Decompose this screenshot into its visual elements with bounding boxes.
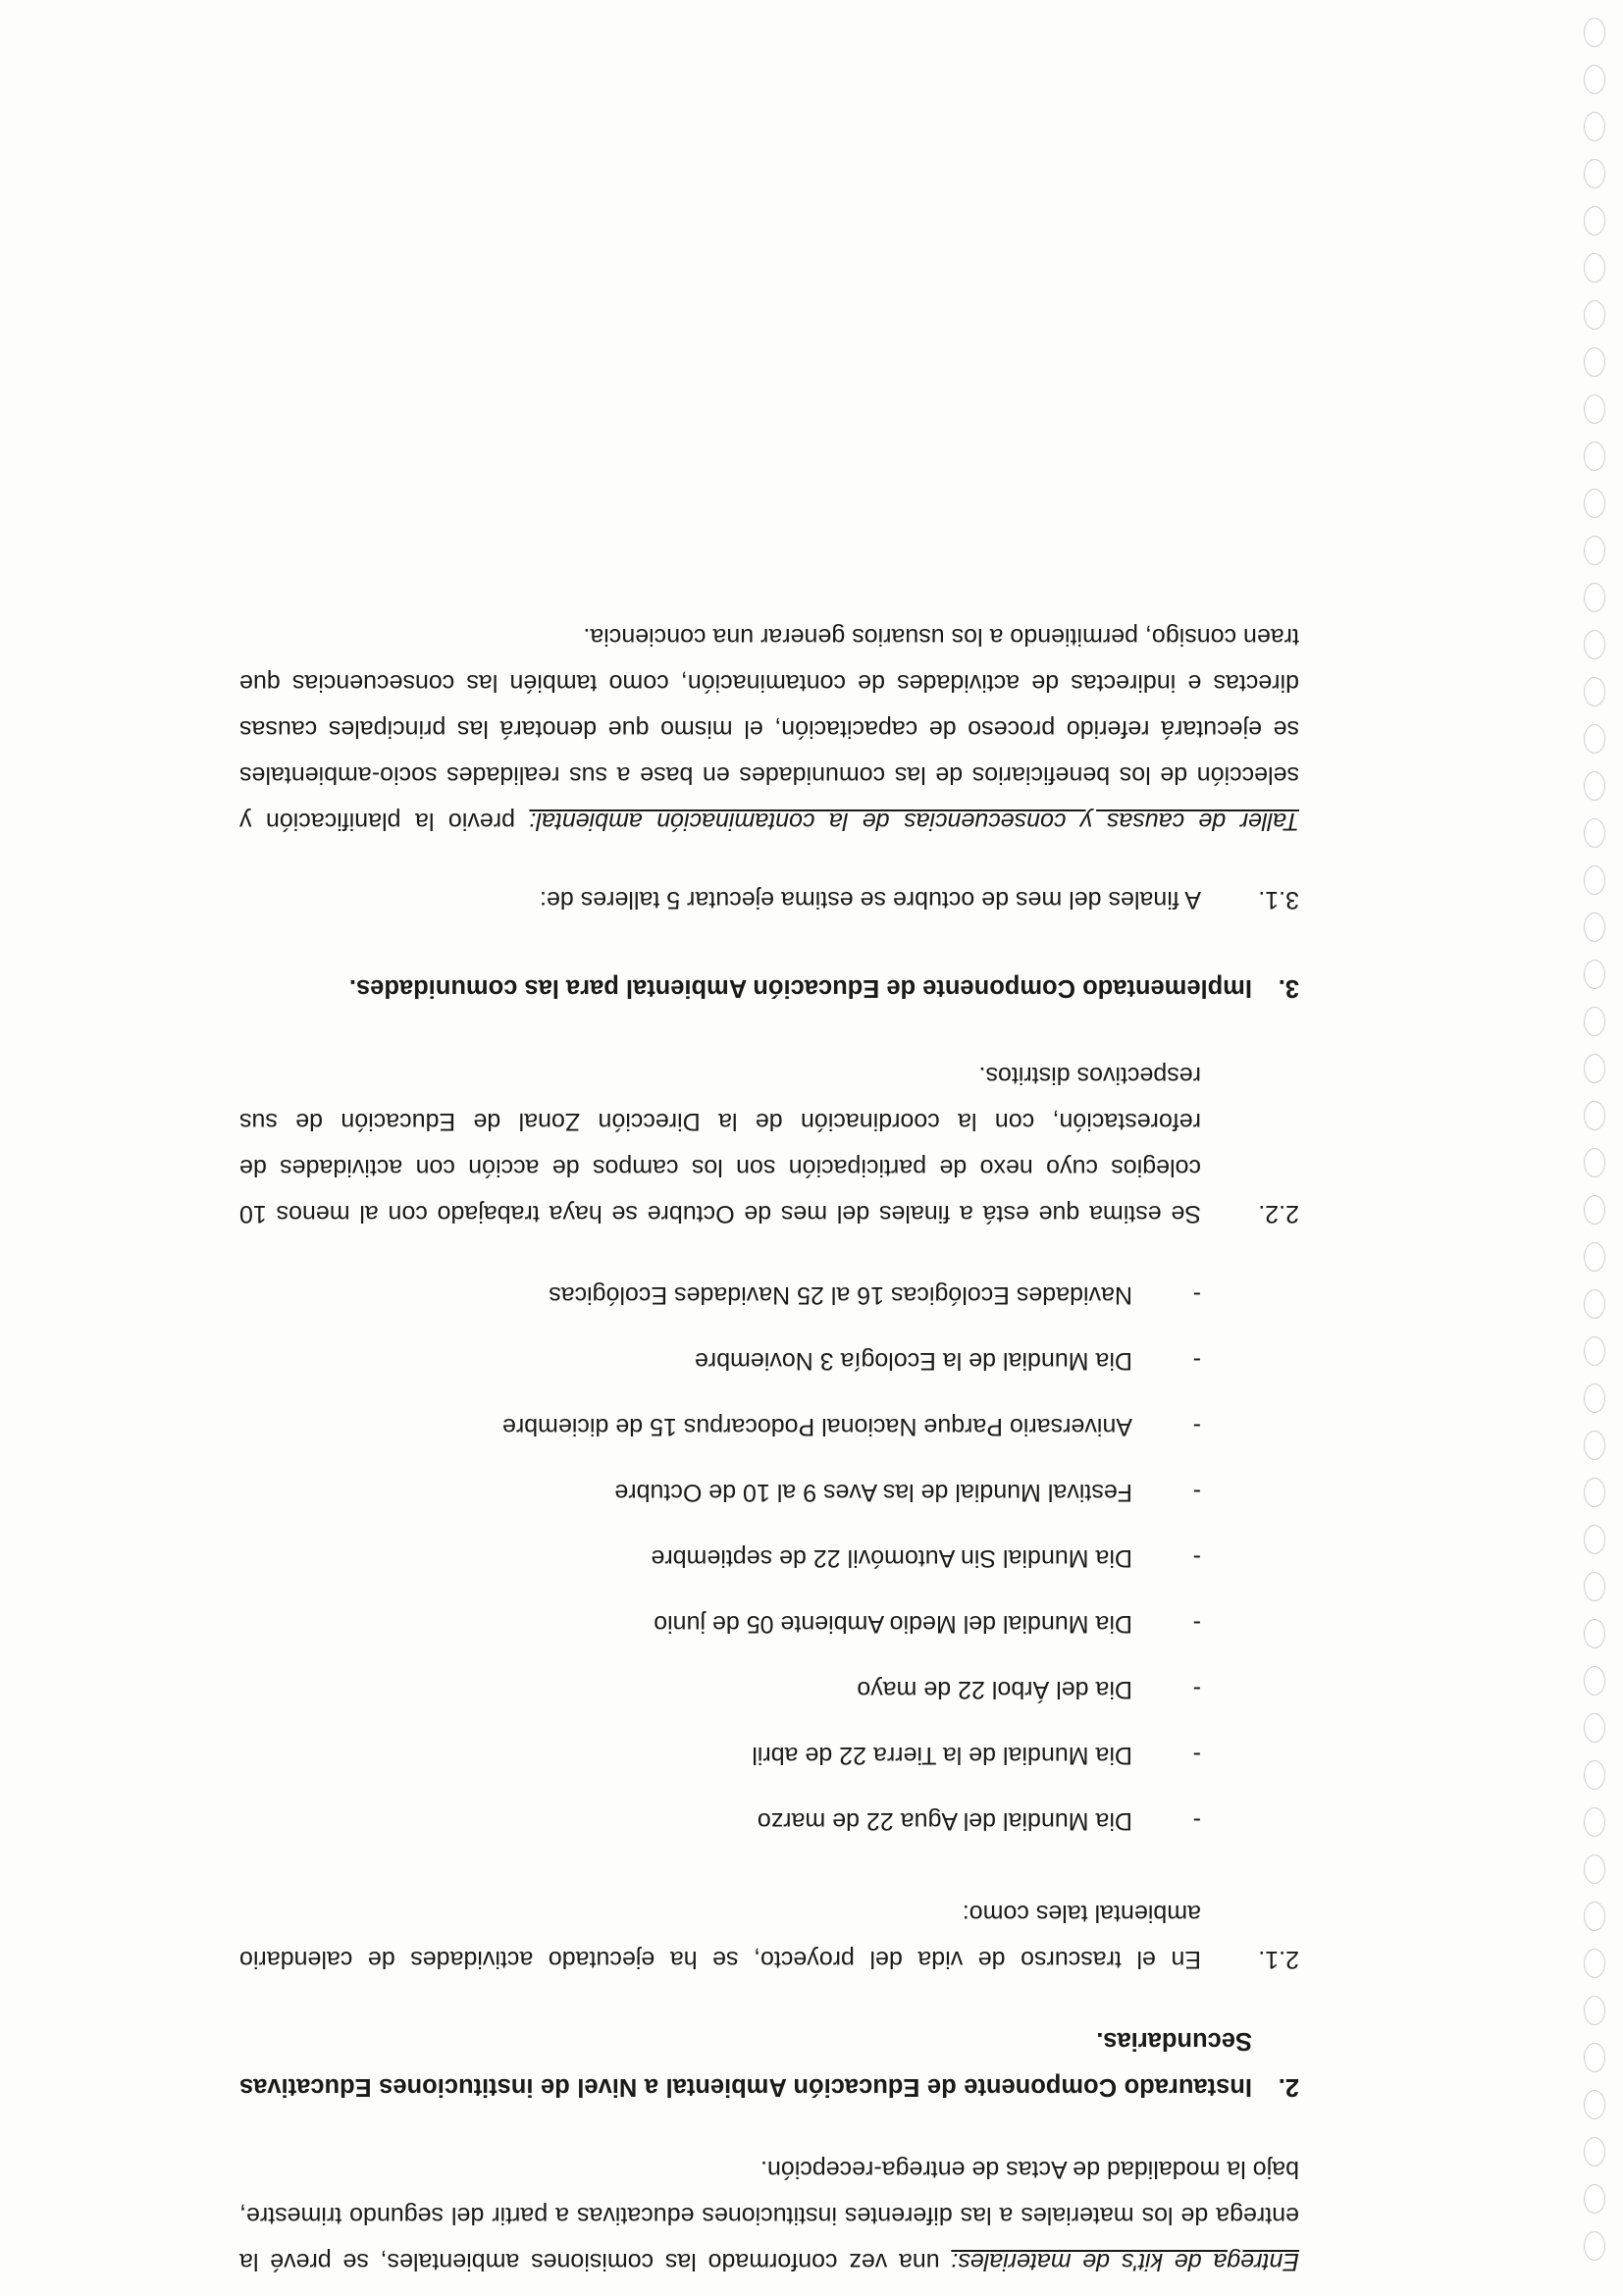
binder-hole [1584,2090,1605,2119]
binder-hole [1584,1478,1605,1507]
item-2-2-text: Se estima que está a finales del mes de Octubre se haya trabajado con al menos 10 colegios cuyo nexo de participación son los campos de acción con actividades de reforestación, con la coordinación de la Dirección Zonal de Educación de sus respectivos distritos. [239,1062,1201,1227]
environmental-calendar-list [239,1243,1201,1835]
item-2-2 [239,1052,1299,1236]
list-item: - Dia Mundial de la Tierra 22 de abril [752,1742,1201,1769]
binder-hole [1584,1572,1605,1601]
list-item: - Aniversario Parque Nacional Podocarpus 15 de diciembre [501,1413,1201,1440]
binder-hole [1584,865,1605,895]
workshop-paragraph [239,613,1299,844]
list-item: - Dia Mundial del Medio Ambiente 05 de junio [654,1610,1201,1638]
binder-hole [1584,913,1605,942]
binder-hole [1584,1195,1605,1225]
intro-text: una vez conformado las comisiones ambientales, se prevé la entrega de los materiales a las diferentes instituciones educativas a partir del segundo trimestre, bajo la modalidad de Actas de entrega-recepción. [239,2156,1299,2275]
binder-hole [1584,1242,1605,1272]
binder-hole [1584,1666,1605,1696]
binder-hole [1584,536,1605,565]
item-2-1-number: 2.1. [1258,1946,1299,1973]
section-3-heading [239,965,1299,1011]
binder-hole [1584,206,1605,235]
binder-hole [1584,2231,1605,2261]
binder-hole [1584,724,1605,754]
item-2-1-text: En el trascurso de vida del proyecto, se ha ejecutado actividades de calendario ambiental tales como: [239,1900,1201,1973]
section-2-title: Instaurado Componente de Educación Ambiental a Nivel de instituciones Educativas Secundarias. [239,2027,1252,2101]
materials-kit-label: Entrega de kit's de materiales: [951,2248,1299,2275]
intro-paragraph [239,2146,1299,2284]
binder-hole [1584,159,1605,188]
binder-hole [1584,771,1605,801]
binder-hole [1584,253,1605,283]
list-item: - Dia Mundial Sin Automóvil 22 de septiembre [651,1544,1201,1572]
workshop-label: Taller de causas y consecuencias de la contaminación ambiental: [529,808,1299,835]
binder-hole [1584,630,1605,659]
binder-holes [1564,0,1623,2296]
binder-hole [1584,394,1605,424]
section-3-number: 3. [1278,974,1299,1002]
binder-hole [1584,18,1605,47]
binder-hole [1584,818,1605,848]
binder-hole [1584,1713,1605,1743]
binder-hole [1584,2184,1605,2214]
binder-hole [1584,112,1605,141]
binder-hole [1584,1525,1605,1554]
binder-hole [1584,1101,1605,1130]
item-3-1-number: 3.1. [1258,886,1299,913]
list-item: - Dia del Árbol 22 de mayo [857,1676,1201,1703]
binder-hole [1584,1996,1605,2025]
binder-hole [1584,583,1605,612]
binder-hole [1584,677,1605,706]
binder-hole [1584,1619,1605,1648]
item-3-1 [239,876,1299,922]
binder-hole [1584,442,1605,471]
list-item: - Dia Mundial del Agua 22 de marzo [757,1807,1201,1835]
list-item: - Dia Mundial de la Ecología 3 Noviembre [694,1347,1201,1375]
binder-hole [1584,1336,1605,1366]
item-3-1-text: A finales del mes de octubre se estima ejecutar 5 talleres de: [540,886,1201,913]
binder-hole [1584,1383,1605,1413]
section-3-title: Implementado Componente de Educación Ambiental para las comunidades. [348,974,1252,1002]
list-item: - Navidades Ecológicas 16 al 25 Navidades Ecológicas [549,1281,1201,1309]
binder-hole [1584,2043,1605,2072]
binder-hole [1584,1949,1605,1978]
binder-hole [1584,1902,1605,1931]
binder-hole [1584,1760,1605,1790]
list-item: - Festival Mundial de las Aves 9 al 10 de Octubre [614,1479,1201,1506]
binder-hole [1584,1054,1605,1083]
binder-hole [1584,2137,1605,2166]
binder-hole [1584,960,1605,989]
binder-hole [1584,65,1605,94]
binder-hole [1584,1289,1605,1319]
binder-hole [1584,300,1605,330]
binder-hole [1584,489,1605,518]
item-2-2-number: 2.2. [1258,1200,1299,1227]
section-2-heading [239,2017,1299,2110]
binder-hole [1584,1807,1605,1837]
binder-hole [1584,347,1605,377]
binder-hole [1584,1854,1605,1884]
binder-hole [1584,1431,1605,1460]
binder-hole [1584,1148,1605,1177]
binder-hole [1584,1007,1605,1036]
workshop-text: previo la planificación y selección de los beneficiarios de las comunidades en base a sus realidades socio-ambientales se ejecutará referido proceso de capacitación, el mismo que denotará las principales causas directas e indirectas de actividades de contaminación, como también las consecuencias que traen consigo, permitiendo a los usuarios generar una conciencia. [238,623,1299,835]
section-2-number: 2. [1278,2073,1299,2101]
item-2-1 [239,1890,1299,1982]
